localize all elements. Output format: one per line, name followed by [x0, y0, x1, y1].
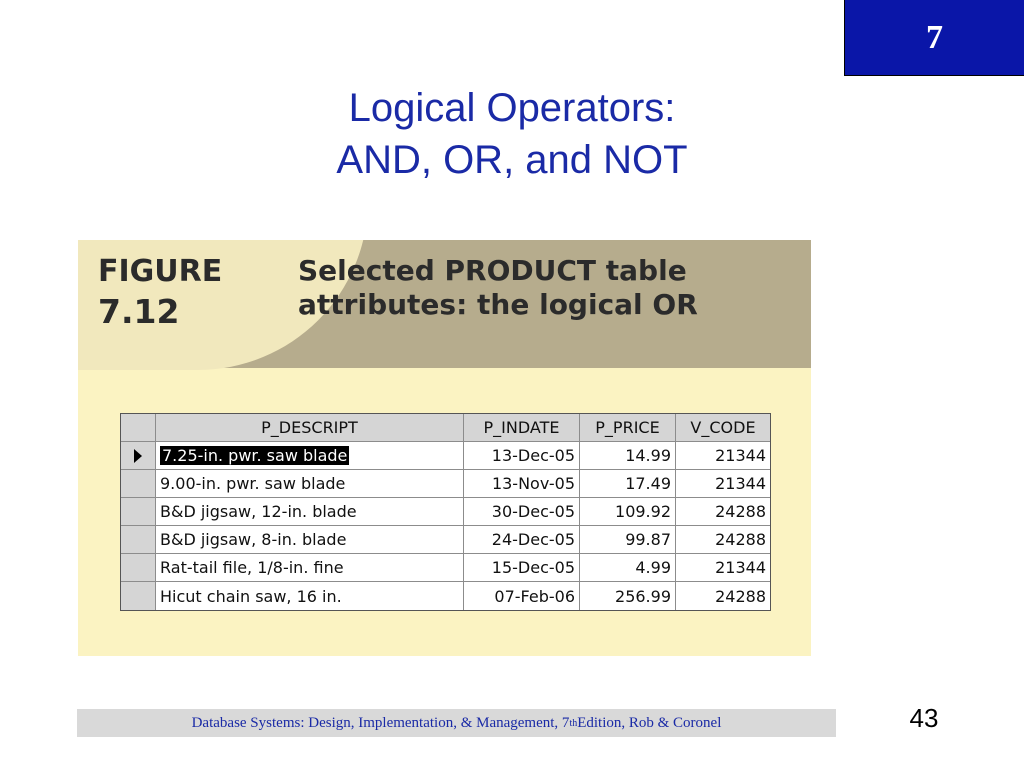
table-cell-descript[interactable]: Hicut chain saw, 16 in. — [156, 582, 464, 610]
selected-cell-text: 7.25-in. pwr. saw blade — [162, 446, 348, 465]
figure-panel — [78, 240, 811, 656]
slide-title-line1: Logical Operators: — [348, 86, 676, 130]
table-cell-indate[interactable]: 15-Dec-05 — [464, 554, 580, 582]
footer-citation — [77, 709, 836, 737]
table-cell-price[interactable]: 109.92 — [580, 498, 676, 526]
table-cell-price[interactable]: 99.87 — [580, 526, 676, 554]
table-cell-descript[interactable]: B&D jigsaw, 12-in. blade — [156, 498, 464, 526]
product-table — [120, 413, 771, 611]
row-selector[interactable] — [121, 582, 156, 610]
row-selector[interactable] — [121, 554, 156, 582]
slide-title-line2: AND, OR, and NOT — [336, 138, 688, 182]
figure-caption-line2: attributes: the logical OR — [298, 288, 698, 321]
table-cell-vcode[interactable]: 21344 — [676, 442, 770, 470]
column-header[interactable]: P_DESCRIPT — [156, 414, 464, 442]
table-cell-descript[interactable]: Rat-tail file, 1/8-in. fine — [156, 554, 464, 582]
figure-label-word: FIGURE — [98, 254, 223, 289]
footer-text-before: Database Systems: Design, Implementation, & Management, 7 — [191, 714, 570, 731]
table-cell-price[interactable]: 4.99 — [580, 554, 676, 582]
table-row[interactable] — [121, 582, 770, 610]
footer-superscript: th — [569, 717, 578, 729]
footer-text-after: Edition, Rob & Coronel — [577, 714, 722, 731]
figure-label-number: 7.12 — [98, 292, 180, 331]
table-cell-vcode[interactable]: 24288 — [676, 526, 770, 554]
table-cell-price[interactable]: 17.49 — [580, 470, 676, 498]
row-selector-header[interactable] — [121, 414, 156, 442]
figure-caption-line1: Selected PRODUCT table — [298, 254, 687, 287]
table-cell-descript[interactable]: 9.00-in. pwr. saw blade — [156, 470, 464, 498]
table-row[interactable] — [121, 470, 770, 498]
table-row[interactable] — [121, 498, 770, 526]
table-cell-indate[interactable]: 07-Feb-06 — [464, 582, 580, 610]
table-cell-indate[interactable]: 13-Nov-05 — [464, 470, 580, 498]
figure-header — [78, 240, 811, 368]
table-cell-price[interactable]: 14.99 — [580, 442, 676, 470]
table-cell-descript[interactable]: B&D jigsaw, 8-in. blade — [156, 526, 464, 554]
table-cell-vcode[interactable]: 21344 — [676, 470, 770, 498]
current-row-arrow-icon — [134, 449, 142, 463]
table-cell-indate[interactable]: 24-Dec-05 — [464, 526, 580, 554]
column-header[interactable]: V_CODE — [676, 414, 770, 442]
row-selector[interactable] — [121, 442, 156, 470]
table-row[interactable] — [121, 526, 770, 554]
chapter-number-badge: 7 — [844, 0, 1024, 76]
table-cell-price[interactable]: 256.99 — [580, 582, 676, 610]
column-header[interactable]: P_INDATE — [464, 414, 580, 442]
row-selector[interactable] — [121, 526, 156, 554]
table-row[interactable] — [121, 554, 770, 582]
row-selector[interactable] — [121, 470, 156, 498]
table-header-row — [121, 414, 770, 442]
table-cell-descript[interactable] — [156, 442, 464, 470]
row-selector[interactable] — [121, 498, 156, 526]
table-cell-vcode[interactable]: 24288 — [676, 498, 770, 526]
table-cell-indate[interactable]: 13-Dec-05 — [464, 442, 580, 470]
column-header[interactable]: P_PRICE — [580, 414, 676, 442]
table-row[interactable] — [121, 442, 770, 470]
table-cell-vcode[interactable]: 21344 — [676, 554, 770, 582]
table-cell-vcode[interactable]: 24288 — [715, 586, 766, 606]
page-number: 43 — [909, 703, 939, 733]
table-cell-indate[interactable]: 30-Dec-05 — [464, 498, 580, 526]
